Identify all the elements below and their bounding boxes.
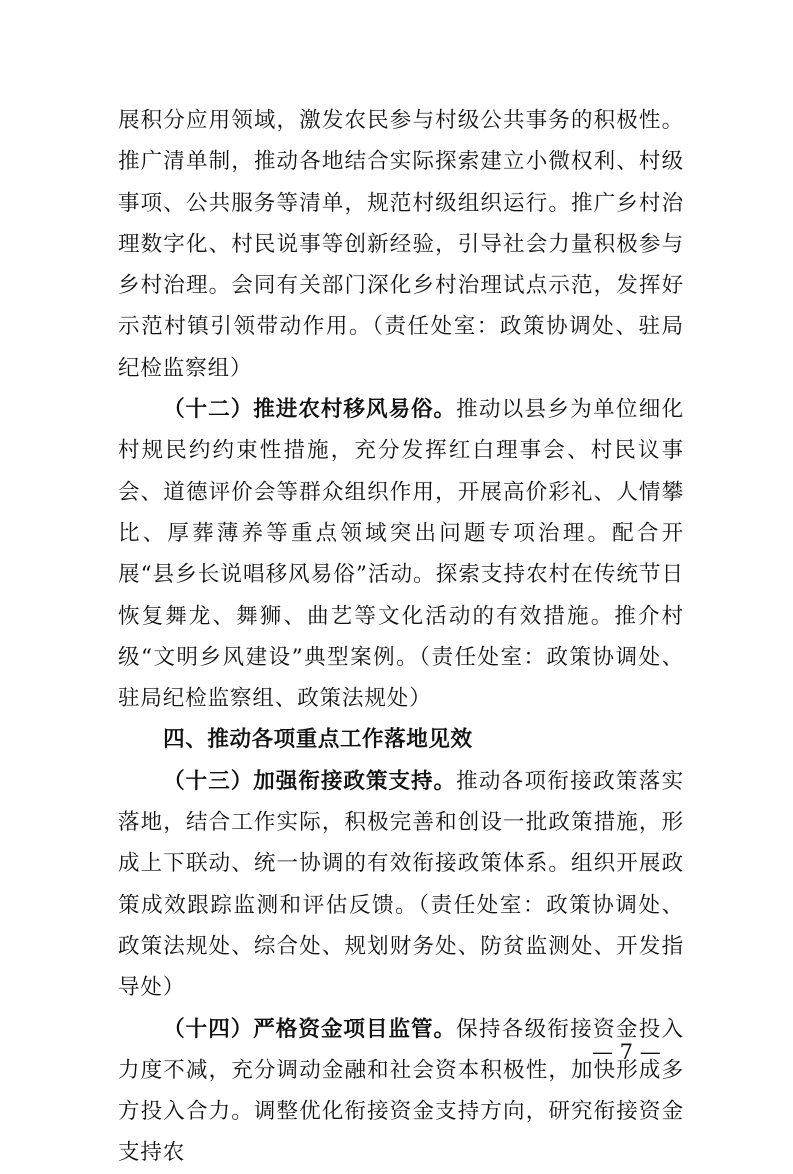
page-number: — 7 — [592, 1040, 661, 1064]
continued-paragraph [118, 100, 684, 389]
item-12-text: 推动以县乡为单位细化村规民约约束性措施，充分发挥红白理事会、村民议事会、道德评价会等群众组织作用，开展高价彩礼、人情攀比、厚葬薄养等重点领域突出问题专项治理。配合开展“县乡长说唱移风易俗”活动。探索支持农村在传统节日恢复舞龙、舞狮、曲艺等文化活动的有效措施。推介村级“文明乡风建设”典型案例。（责任处室：政策协调处、驻局纪检监察组、政策法规处） [118, 397, 684, 712]
section-4-heading: 四、推动各项重点工作落地见效 [163, 727, 473, 753]
item-13-lead: （十三）加强衔接政策支持。 [163, 768, 457, 794]
item-13-text: 推动各项衔接政策落实落地，结合工作实际，积极完善和创设一批政策措施，形成上下联动、统一协调的有效衔接政策体系。组织开展政策成效跟踪监测和评估反馈。（责任处室：政策协调处、政策法规处、综合处、规划财务处、防贫监测处、开发指导处） [118, 768, 684, 1001]
item-14-text: 保持各级衔接资金投入力度不减，充分调动金融和社会资本积极性，加快形成多方投入合力。调整优化衔接资金支持方向，研究衔接资金支持农 [118, 1016, 684, 1166]
item-12-paragraph [118, 389, 684, 719]
item-14-lead: （十四）严格资金项目监管。 [163, 1016, 457, 1042]
item-14-paragraph [118, 1009, 684, 1174]
item-12-lead: （十二）推进农村移风易俗。 [163, 397, 457, 423]
item-13-paragraph [118, 761, 684, 1009]
continued-paragraph-text: 展积分应用领域，激发农民参与村级公共事务的积极性。推广清单制，推动各地结合实际探索建立小微权利、村级事项、公共服务等清单，规范村级组织运行。推广乡村治理数字化、村民说事等创新经验，引导社会力量积极参与乡村治理。会同有关部门深化乡村治理试点示范，发挥好示范村镇引领带动作用。（责任处室：政策协调处、驻局纪检监察组） [118, 108, 684, 381]
document-body [118, 100, 684, 1174]
